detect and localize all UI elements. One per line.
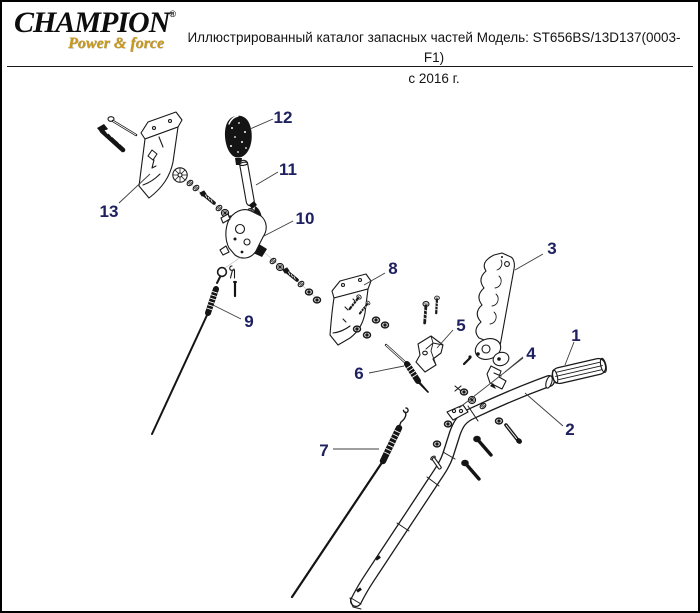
screw bbox=[506, 425, 523, 445]
callout-7: 7 bbox=[319, 441, 329, 460]
handle-grip-part-1 bbox=[551, 357, 608, 385]
callout-9: 9 bbox=[244, 312, 254, 331]
callout-3: 3 bbox=[547, 239, 557, 258]
side-panel-part-13 bbox=[139, 112, 182, 198]
fan-disc bbox=[173, 168, 187, 182]
callout-1: 1 bbox=[571, 326, 581, 345]
bracket-panel-part-8 bbox=[330, 274, 389, 345]
callout-11: 11 bbox=[279, 160, 297, 179]
brand-text: CHAMPION bbox=[14, 6, 170, 39]
fastener-chain-upper bbox=[173, 168, 235, 222]
panel-mounting-screw bbox=[108, 117, 136, 135]
callout-5: 5 bbox=[456, 316, 466, 335]
callout-4: 4 bbox=[526, 344, 536, 363]
registered-mark: ® bbox=[169, 9, 176, 19]
cable-part-9 bbox=[152, 257, 241, 434]
callout-2: 2 bbox=[565, 420, 575, 439]
brand-tagline: Power & force bbox=[68, 34, 164, 52]
shift-knob-part-12 bbox=[225, 116, 252, 165]
clamp-part-5 bbox=[416, 296, 443, 372]
title-line-1: Иллюстрированный каталог запасных частей Модель: ST656BS/13D137(0003-F1) bbox=[187, 30, 681, 66]
callout-10: 10 bbox=[295, 209, 315, 228]
callout-6: 6 bbox=[354, 364, 364, 383]
clip-part-4 bbox=[487, 366, 506, 389]
title-line-2: с 2016 г. bbox=[408, 70, 460, 86]
panel-mounting-bolt bbox=[97, 124, 123, 150]
cable-part-7 bbox=[292, 408, 408, 597]
callout-12: 12 bbox=[273, 108, 293, 127]
shift-lever-part-3 bbox=[464, 253, 514, 368]
callout-8: 8 bbox=[388, 259, 398, 278]
exploded-parts-diagram bbox=[2, 2, 700, 613]
fastener-chain-lower bbox=[265, 253, 321, 303]
callout-13: 13 bbox=[99, 202, 119, 221]
